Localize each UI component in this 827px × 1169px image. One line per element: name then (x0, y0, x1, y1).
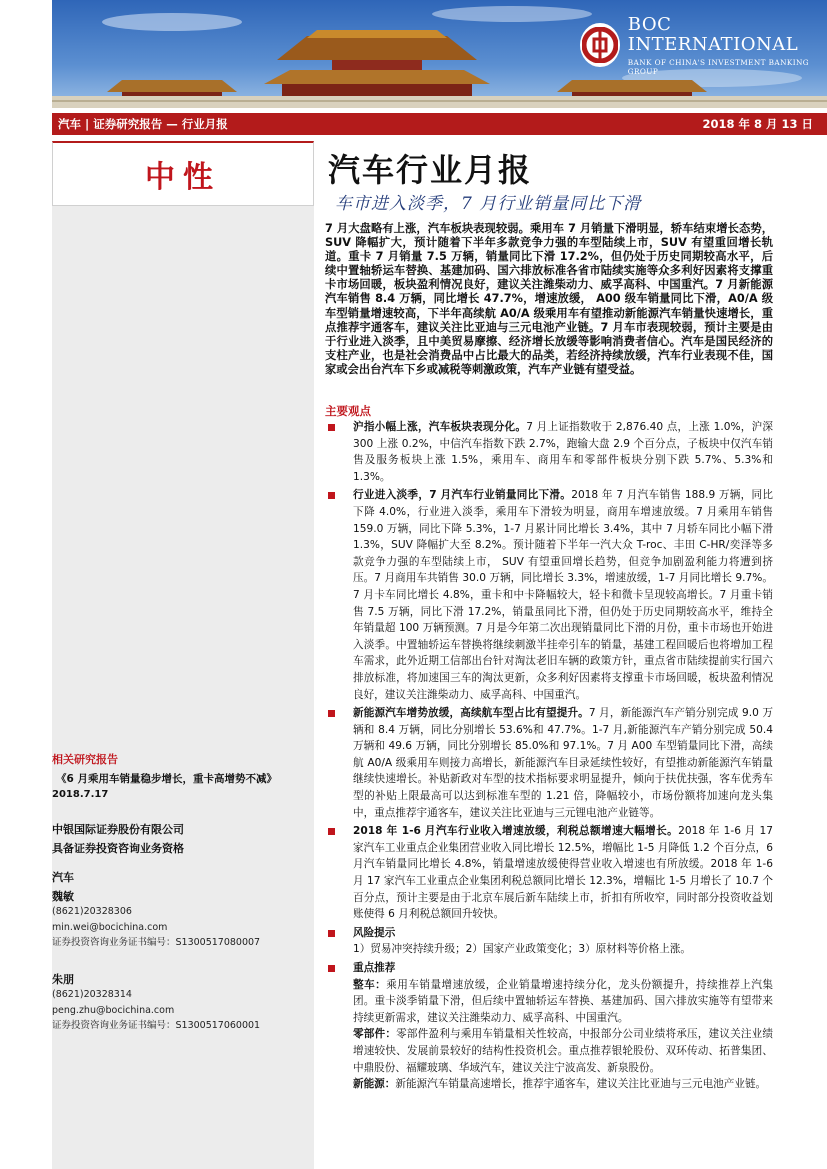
recommendation-label: 整车： (353, 978, 387, 991)
key-points-list (325, 419, 773, 1095)
recommendation-label: 零部件： (353, 1028, 397, 1041)
lead-summary: 7 月大盘略有上涨，汽车板块表现较弱。乘用车 7 月销量下滑明显，轿车结束增长态势，SUV 降幅扩大，预计随着下半年多款竞争力强的车型陆续上市，SUV 有望重回增长轨道。重卡 7 月销量 7.5 万辆，销量同比下滑 17.2%，但仍处于历史同期较高水平，后续中置轴轿运车替换、基建加码、国六排放标准各省市陆续实施等众多利好因素将支撑重卡市场回暖，板块盈利情况良好，建议关注潍柴动力、威孚高科、中国重汽。7 月新能源汽车销售 8.4 万辆，同比增长 47.7%，增速放缓， A00 级车销量同比下滑，A0/A 级车型销量增速较高，下半年高续航 A0/A 级乘用车有望推动新能源汽车销量快速增长，重点推荐宇通客车，建议关注比亚迪与三元电池产业链。7 月车市表现较弱，预计主要是由于行业进入淡季，且中美贸易摩擦、经济增长放缓等影响消费者信心。汽车是国民经济的支柱产业，也是社会消费品中占比最大的品类，若经济持续放缓，汽车行业表现不佳，国家或会出台汽车下乡或减税等刺激政策，汽车产业链有望受益。 (325, 222, 773, 376)
report-date: 2018 年 8 月 13 日 (702, 117, 813, 131)
recommendation-item (353, 1076, 773, 1093)
point-text: 1）贸易冲突持续升级；2）国家产业政策变化；3）原材料等价格上涨。 (353, 943, 692, 956)
list-item (325, 705, 773, 821)
point-headline: 新能源汽车增势放缓，高续航车型占比有望提升。 (353, 707, 589, 720)
list-item (325, 487, 773, 703)
square-bullet-icon (328, 492, 335, 499)
point-text: 2018 年 7 月汽车销售 188.9 万辆，同比下降 4.0%，行业进入淡季，乘用车下滑较为明显，商用车增速放缓。7 月乘用车销售 159.0 万辆，同比下降 5.3%，1-7 月累计同比增长 3.4%，其中 7 月轿车同比小幅下滑 1.3%，SUV 降幅扩大至 8.2%。预计随着下半年一汽大众 T-roc、丰田 C-HR/奕泽等多款竞争力强的车型陆续上市， SUV 有望重回增长趋势，但竞争加剧盈利能力将遭到挤压。7 月商用车共销售 30.0 万辆，同比增长 3.3%，增速放缓，1-7 月同比增长 9.7%。7 月卡车同比增长 4.8%，重卡和中卡降幅较大，轻卡和微卡呈现较高增长。7 月重卡销售 7.5 万辆，同比下滑 17.2%，销量虽同比下滑，但仍处于历史同期较高水平，维持全年销量超 100 万辆预测。7 月是今年第二次出现销量同比下滑的月份，重卡市场也开始进入淡季。中置轴轿运车替换将继续刺激半挂牵引车的销量，基建工程回暖后也将增加工程车需求，此外近期工信部出台针对淘汰老旧车辆的政策方针，重点省市陆续提前实行国六排放标准，将加速国三车的淘汰更新，众多利好因素将支撑重卡市场回暖，板块盈利情况良好，建议关注潍柴动力、威孚高科、中国重汽。 (353, 489, 773, 701)
recommendation-label: 新能源： (353, 1078, 396, 1091)
recommendation-text: 零部件盈利与乘用车销量相关性较高，中报部分公司业绩将承压，建议关注业绩增速较快、发展前景较好的结构性投资机会。重点推荐银轮股份、双环传动、拓普集团、中鼎股份、福耀玻璃、华域汽车，建议关注宁波高发、新泉股份。 (353, 1028, 774, 1074)
related-report-title[interactable]: 《6 月乘用车销量稳步增长，重卡高增势不减》 (56, 773, 277, 785)
list-item (325, 960, 773, 1093)
analyst-license: 证券投资咨询业务证书编号：S1300517080007 (52, 936, 261, 948)
header-banner (52, 0, 827, 108)
analyst-email[interactable]: min.wei@bocichina.com (52, 921, 168, 933)
analyst-block (52, 972, 260, 1033)
square-bullet-icon (328, 965, 335, 972)
sector-label: 汽车 (52, 871, 74, 884)
report-title: 汽车行业月报 (328, 151, 533, 189)
analyst-phone: (8621)20328314 (52, 989, 132, 1001)
square-bullet-icon (328, 930, 335, 937)
related-report-date: 2018.7.17 (52, 789, 109, 800)
rating-box (52, 141, 314, 206)
rating-label: 中性 (145, 160, 221, 195)
point-headline: 沪指小幅上涨，汽车板块表现分化。 (353, 421, 527, 433)
brand-logo (580, 13, 827, 76)
firm-name: 中银国际证券股份有限公司 (52, 823, 184, 836)
analyst-license: 证券投资咨询业务证书编号：S1300517060001 (52, 1019, 261, 1031)
list-item (325, 419, 773, 485)
report-category: 汽车 | 证券研究报告 — 行业月报 (58, 117, 228, 131)
point-headline: 风险提示 (353, 926, 396, 939)
recommendation-item (353, 977, 773, 1027)
report-subtitle: 车市进入淡季，7 月行业销量同比下滑 (335, 194, 642, 214)
analyst-name: 朱朋 (52, 973, 74, 986)
recommendation-text: 乘用车销量增速放缓，企业销量增速持续分化，龙头份额提升，持续推荐上汽集团。重卡淡季销量下滑，但后续中置轴轿运车替换、基建加码、国六排放实施等有望带来持续更新需求，建议关注潍柴动力、威孚高科、中国重汽。 (353, 978, 774, 1024)
brand-subtitle: BANK OF CHINA'S INVESTMENT BANKING GROUP (627, 57, 810, 76)
sidebar (52, 141, 314, 1169)
list-item (325, 925, 773, 958)
analyst-email[interactable]: peng.zhu@bocichina.com (52, 1004, 175, 1016)
related-reports-heading: 相关研究报告 (52, 753, 118, 766)
main-views-heading: 主要观点 (325, 404, 371, 418)
square-bullet-icon (328, 424, 335, 431)
point-headline: 重点推荐 (353, 962, 396, 974)
analyst-name: 魏敏 (52, 890, 74, 903)
list-item (325, 823, 773, 923)
square-bullet-icon (328, 828, 335, 835)
point-text: 2018 年 1-6 月 17 家汽车工业重点企业集团营业收入同比增长 12.5%，增幅比 1-5 月降低 1.2 个百分点，6 月汽车销量同比增长 4.8%，销量增速放缓使得营业收入增速也有所放缓。2018 年 1-6 月 17 家汽车工业重点企业集团利税总额同比增长 12.3%，增幅比 1-5 月增长了 10.7 个百分点，预计主要是由于北京车展后新车陆续上市，折扣有所收窄，同时部分投资收益划账使得 6 月利税总额回升较快。 (353, 825, 773, 921)
brand-name: BOC INTERNATIONAL (627, 13, 799, 55)
point-headline: 2018 年 1-6 月汽车行业收入增速放缓，利税总额增速大幅增长。 (353, 825, 679, 838)
square-bullet-icon (328, 710, 335, 717)
point-text: 7 月，新能源汽车产销分别完成 9.0 万辆和 8.4 万辆，同比分别增长 53.6%和 47.7%。1-7 月,新能源汽车产销分别完成 50.4 万辆和 49.6 万辆，同比分别增长 85.0%和 97.1%。7 月 A00 车型销量同比下滑，高续航 A0/A 级乘用车则接力高增长，新能源汽车目录延续性较好，有望推动新能源汽车销量继续快速增长。补贴新政对车型的技术指标要求明显提升，倾向于扶优扶强，客车优秀车型的补贴上限最高可以达到标准车型的 1.21 倍，降幅较小，市场份额将加速向龙头集中，重点推荐宇通客车，建议关注比亚迪与三元锂电池产业链等。 (353, 707, 773, 819)
recommendation-item (353, 1026, 773, 1076)
point-headline: 行业进入淡季，7 月汽车行业销量同比下滑。 (353, 489, 572, 502)
analyst-block (52, 889, 260, 950)
report-header-bar (52, 113, 827, 135)
boc-logo-icon (580, 23, 620, 67)
recommendation-text: 新能源汽车销量高速增长，推荐宇通客车，建议关注比亚迪与三元电池产业链。 (395, 1078, 767, 1091)
point-text: 7 月上证指数收于 2,876.40 点，上涨 1.0%，沪深 300 上涨 0.2%，中信汽车指数下跌 2.7%，跑输大盘 2.9 个百分点，子板块中仅汽车销售及服务板块上涨 1.5%，乘用车、商用车和零部件板块分别下跌 5.7%、5.3%和 1.3%。 (353, 421, 773, 483)
firm-qualification: 具备证券投资咨询业务资格 (52, 842, 184, 855)
analyst-phone: (8621)20328306 (52, 906, 132, 918)
